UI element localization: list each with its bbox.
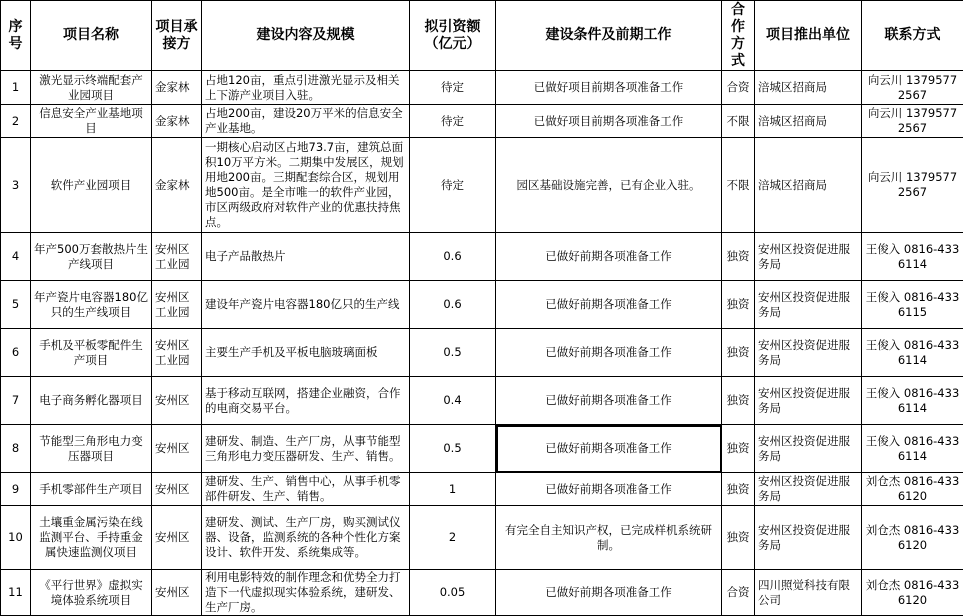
table-row (1, 570, 963, 616)
cell-contact[interactable]: 王俊入 0816-4336114 (862, 233, 963, 281)
cell-investment[interactable]: 1 (410, 473, 496, 506)
cell-conditions[interactable]: 有完全自主知识产权，已完成样机系统研制。 (496, 506, 722, 570)
cell-contact[interactable]: 王俊入 0816-4336114 (862, 425, 963, 473)
cell-investment[interactable]: 0.05 (410, 570, 496, 616)
cell-undertaker[interactable]: 安州区 (152, 425, 202, 473)
cell-unit[interactable]: 涪城区招商局 (755, 138, 862, 233)
cell-investment[interactable]: 0.5 (410, 425, 496, 473)
cell-cooperation[interactable]: 独资 (722, 506, 755, 570)
cell-undertaker[interactable]: 金家林 (152, 71, 202, 105)
cell-seq[interactable]: 2 (1, 105, 31, 138)
cell-seq[interactable]: 8 (1, 425, 31, 473)
cell-project-name[interactable]: 手机零部件生产项目 (31, 473, 152, 506)
cell-seq[interactable]: 1 (1, 71, 31, 105)
cell-cooperation[interactable]: 不限 (722, 105, 755, 138)
header-contact[interactable]: 联系方式 (862, 1, 963, 71)
cell-seq[interactable]: 6 (1, 329, 31, 377)
cell-project-name[interactable]: 节能型三角形电力变压器项目 (31, 425, 152, 473)
cell-project-name[interactable]: 信息安全产业基地项目 (31, 105, 152, 138)
header-project-name[interactable]: 项目名称 (31, 1, 152, 71)
cell-contact[interactable]: 刘仓杰 0816-4336120 (862, 506, 963, 570)
cell-investment[interactable]: 2 (410, 506, 496, 570)
header-content-scale[interactable]: 建设内容及规模 (202, 1, 410, 71)
table-row (1, 281, 963, 329)
cell-seq[interactable]: 4 (1, 233, 31, 281)
cell-conditions[interactable]: 园区基础设施完善，已有企业入驻。 (496, 138, 722, 233)
cell-project-name[interactable]: 手机及平板零配件生产项目 (31, 329, 152, 377)
cell-conditions[interactable]: 已做好前期各项准备工作 (496, 281, 722, 329)
cell-seq[interactable]: 9 (1, 473, 31, 506)
cell-undertaker[interactable]: 金家林 (152, 105, 202, 138)
cell-contact[interactable]: 向云川 13795772567 (862, 138, 963, 233)
cell-content-scale[interactable]: 建研发、测试、生产厂房，购买测试仪器、设备，监测系统的各种个性化方案设计、软件开发、系统集成等。 (202, 506, 410, 570)
cell-conditions[interactable]: 已做好前期各项准备工作 (496, 473, 722, 506)
cell-unit[interactable]: 安州区投资促进服务局 (755, 329, 862, 377)
header-cooperation[interactable]: 合作方式 (722, 1, 755, 71)
header-seq[interactable]: 序号 (1, 1, 31, 71)
cell-undertaker[interactable]: 安州区工业园 (152, 233, 202, 281)
cell-undertaker[interactable]: 金家林 (152, 138, 202, 233)
cell-content-scale[interactable]: 一期核心启动区占地73.7亩，建筑总面积10万平方米。二期集中发展区，规划用地200亩。三期配套综合区，规划用地500亩。是全市唯一的软件产业园，市区两级政府对软件产业的优惠扶持焦点。 (202, 138, 410, 233)
header-undertaker[interactable]: 项目承接方 (152, 1, 202, 71)
cell-content-scale[interactable]: 基于移动互联网，搭建企业融资，合作的电商交易平台。 (202, 377, 410, 425)
cell-content-scale[interactable]: 占地200亩，建设20万平米的信息安全产业基地。 (202, 105, 410, 138)
cell-content-scale[interactable]: 电子产品散热片 (202, 233, 410, 281)
cell-cooperation[interactable]: 合资 (722, 570, 755, 616)
cell-contact[interactable]: 王俊入 0816-4336115 (862, 281, 963, 329)
table-row (1, 473, 963, 506)
cell-conditions[interactable]: 已做好前期各项准备工作 (496, 570, 722, 616)
cell-undertaker[interactable]: 安州区 (152, 570, 202, 616)
cell-investment[interactable]: 待定 (410, 105, 496, 138)
cell-content-scale[interactable]: 利用电影特效的制作理念和优势全力打造下一代虚拟现实体验系统，建研发、生产厂房。 (202, 570, 410, 616)
cell-cooperation[interactable]: 独资 (722, 281, 755, 329)
cell-unit[interactable]: 四川照觉科技有限公司 (755, 570, 862, 616)
cell-undertaker[interactable]: 安州区工业园 (152, 329, 202, 377)
cell-unit[interactable]: 安州区投资促进服务局 (755, 233, 862, 281)
cell-investment[interactable]: 0.5 (410, 329, 496, 377)
cell-project-name[interactable]: 激光显示终端配套产业园项目 (31, 71, 152, 105)
cell-undertaker[interactable]: 安州区 (152, 377, 202, 425)
cell-contact[interactable]: 王俊入 0816-4336114 (862, 329, 963, 377)
cell-project-name[interactable]: 年产500万套散热片生产线项目 (31, 233, 152, 281)
cell-contact[interactable]: 刘仓杰 0816-4336120 (862, 473, 963, 506)
cell-seq[interactable]: 3 (1, 138, 31, 233)
table-row (1, 105, 963, 138)
cell-unit[interactable]: 安州区投资促进服务局 (755, 473, 862, 506)
cell-cooperation[interactable]: 独资 (722, 473, 755, 506)
cell-seq[interactable]: 5 (1, 281, 31, 329)
cell-cooperation[interactable]: 独资 (722, 233, 755, 281)
table-row (1, 506, 963, 570)
cell-content-scale[interactable]: 建研发、生产、销售中心，从事手机零部件研发、生产、销售。 (202, 473, 410, 506)
cell-conditions[interactable]: 已做好前期各项准备工作 (496, 329, 722, 377)
cell-unit[interactable]: 安州区投资促进服务局 (755, 281, 862, 329)
cell-conditions[interactable]: 已做好前期各项准备工作 (496, 377, 722, 425)
cell-cooperation[interactable]: 独资 (722, 425, 755, 473)
header-unit[interactable]: 项目推出单位 (755, 1, 862, 71)
cell-contact[interactable]: 向云川 13795772567 (862, 105, 963, 138)
table-row (1, 138, 963, 233)
table-row (1, 329, 963, 377)
cell-content-scale[interactable]: 主要生产手机及平板电脑玻璃面板 (202, 329, 410, 377)
cell-investment[interactable]: 待定 (410, 71, 496, 105)
cell-contact[interactable]: 向云川 13795772567 (862, 71, 963, 105)
cell-investment[interactable]: 0.6 (410, 233, 496, 281)
header-row (1, 1, 963, 71)
cell-conditions[interactable]: 已做好项目前期各项准备工作 (496, 71, 722, 105)
cell-investment[interactable]: 待定 (410, 138, 496, 233)
cell-cooperation[interactable]: 独资 (722, 377, 755, 425)
cell-unit[interactable]: 安州区投资促进服务局 (755, 506, 862, 570)
cell-contact[interactable]: 王俊入 0816-4336114 (862, 377, 963, 425)
cell-cooperation[interactable]: 合资 (722, 71, 755, 105)
cell-conditions[interactable]: 已做好前期各项准备工作 (496, 425, 722, 473)
cell-project-name[interactable]: 软件产业园项目 (31, 138, 152, 233)
cell-unit[interactable]: 涪城区招商局 (755, 105, 862, 138)
cell-undertaker[interactable]: 安州区 (152, 473, 202, 506)
table-row (1, 425, 963, 473)
cell-content-scale[interactable]: 占地120亩，重点引进激光显示及相关上下游产业项目入驻。 (202, 71, 410, 105)
cell-seq[interactable]: 7 (1, 377, 31, 425)
cell-unit[interactable]: 安州区投资促进服务局 (755, 425, 862, 473)
cell-undertaker[interactable]: 安州区工业园 (152, 281, 202, 329)
cell-project-name[interactable]: 土壤重金属污染在线监测平台、手持重金属快速监测仪项目 (31, 506, 152, 570)
cell-undertaker[interactable]: 安州区 (152, 506, 202, 570)
cell-seq[interactable]: 11 (1, 570, 31, 616)
cell-unit[interactable]: 安州区投资促进服务局 (755, 377, 862, 425)
table-row (1, 377, 963, 425)
cell-unit[interactable]: 涪城区招商局 (755, 71, 862, 105)
cell-project-name[interactable]: 《平行世界》虚拟实境体验系统项目 (31, 570, 152, 616)
cell-cooperation[interactable]: 不限 (722, 138, 755, 233)
cell-conditions[interactable]: 已做好前期各项准备工作 (496, 233, 722, 281)
cell-investment[interactable]: 0.6 (410, 281, 496, 329)
cell-project-name[interactable]: 电子商务孵化器项目 (31, 377, 152, 425)
table-row (1, 233, 963, 281)
cell-project-name[interactable]: 年产瓷片电容器180亿只的生产线项目 (31, 281, 152, 329)
header-investment[interactable]: 拟引资额（亿元） (410, 1, 496, 71)
cell-contact[interactable]: 刘仓杰 0816-4336120 (862, 570, 963, 616)
header-conditions[interactable]: 建设条件及前期工作 (496, 1, 722, 71)
table-row (1, 71, 963, 105)
cell-investment[interactable]: 0.4 (410, 377, 496, 425)
cell-cooperation[interactable]: 独资 (722, 329, 755, 377)
cell-content-scale[interactable]: 建设年产瓷片电容器180亿只的生产线 (202, 281, 410, 329)
cell-conditions[interactable]: 已做好项目前期各项准备工作 (496, 105, 722, 138)
cell-content-scale[interactable]: 建研发、制造、生产厂房，从事节能型三角形电力变压器研发、生产、销售。 (202, 425, 410, 473)
cell-seq[interactable]: 10 (1, 506, 31, 570)
